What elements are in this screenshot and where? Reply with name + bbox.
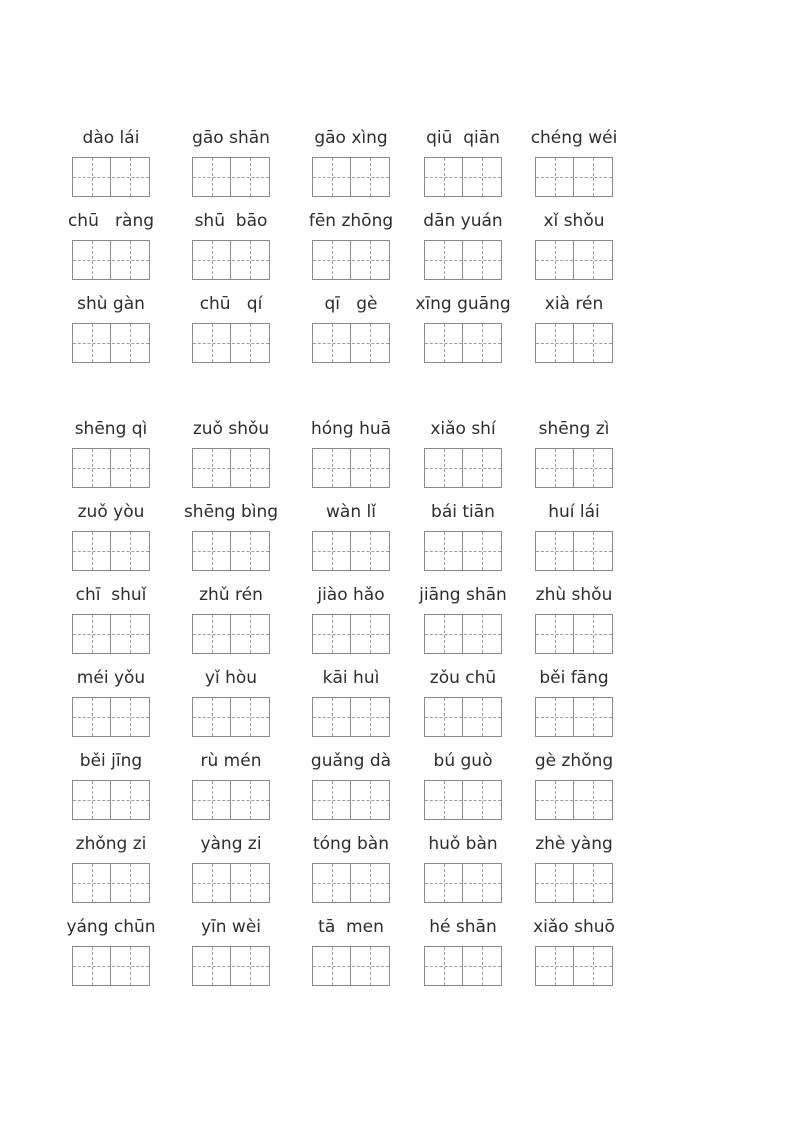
pinyin-label: xiǎo shuō xyxy=(533,917,615,937)
pinyin-label: chī shuǐ xyxy=(75,585,147,605)
cell-dash-midline xyxy=(444,615,445,653)
word-cell xyxy=(72,417,150,488)
tianzige-box xyxy=(424,780,502,820)
tianzige-box xyxy=(535,863,613,903)
tianzige-box xyxy=(312,614,390,654)
tianzige-box xyxy=(535,157,613,197)
cell-dash-midline xyxy=(332,449,333,487)
cell-dash-midline xyxy=(332,241,333,279)
cell-dash-midline xyxy=(92,158,93,196)
cell-dash-midline xyxy=(482,158,483,196)
tianzige-box xyxy=(535,448,613,488)
tianzige-box xyxy=(192,157,270,197)
cell-dash-midline xyxy=(593,449,594,487)
word-cell xyxy=(192,417,270,488)
cell-dash-midline xyxy=(212,324,213,362)
word-cell xyxy=(424,417,502,488)
cell-dash-midline xyxy=(212,158,213,196)
tianzige-box xyxy=(312,323,390,363)
pinyin-label: yǐ hòu xyxy=(204,668,258,688)
cell-dash-midline xyxy=(370,864,371,902)
pinyin-label: fēn zhōng xyxy=(308,211,394,231)
word-cell xyxy=(535,915,613,986)
cell-dash-midline xyxy=(250,158,251,196)
tianzige-box xyxy=(312,531,390,571)
pinyin-label: bái tiān xyxy=(431,502,495,522)
tianzige-box xyxy=(72,614,150,654)
word-cell xyxy=(72,666,150,737)
pinyin-label: chū qí xyxy=(199,294,263,314)
cell-dash-midline xyxy=(92,947,93,985)
pinyin-label: shēng bìng xyxy=(183,502,279,522)
pinyin-label: chū ràng xyxy=(67,211,155,231)
cell-dash-midline xyxy=(555,615,556,653)
word-cell xyxy=(192,292,270,363)
cell-dash-midline xyxy=(92,781,93,819)
tianzige-box xyxy=(72,240,150,280)
word-row xyxy=(72,417,722,500)
cell-dash-midline xyxy=(130,781,131,819)
tianzige-box xyxy=(192,863,270,903)
pinyin-label: huǒ bàn xyxy=(428,834,498,854)
cell-dash-midline xyxy=(370,324,371,362)
pinyin-label: yáng chūn xyxy=(66,917,156,937)
pinyin-label: méi yǒu xyxy=(76,668,146,688)
pinyin-label: hé shān xyxy=(429,917,497,937)
word-cell xyxy=(66,915,156,986)
tianzige-box xyxy=(424,240,502,280)
cell-dash-midline xyxy=(370,241,371,279)
cell-dash-midline xyxy=(92,864,93,902)
cell-dash-midline xyxy=(444,324,445,362)
cell-dash-midline xyxy=(555,241,556,279)
cell-dash-midline xyxy=(370,615,371,653)
cell-dash-midline xyxy=(250,615,251,653)
cell-dash-midline xyxy=(593,241,594,279)
tianzige-box xyxy=(192,323,270,363)
pinyin-label: shū bāo xyxy=(194,211,268,231)
tianzige-box xyxy=(535,697,613,737)
cell-dash-midline xyxy=(212,241,213,279)
word-cell xyxy=(72,832,150,903)
pinyin-label: xīng guāng xyxy=(415,294,511,314)
cell-dash-midline xyxy=(212,781,213,819)
cell-dash-midline xyxy=(332,532,333,570)
word-cell xyxy=(192,749,270,820)
cell-dash-midline xyxy=(482,241,483,279)
word-cell xyxy=(424,832,502,903)
tianzige-box xyxy=(424,697,502,737)
worksheet-section xyxy=(66,417,722,998)
pinyin-label: yīn wèi xyxy=(200,917,262,937)
tianzige-box xyxy=(424,863,502,903)
pinyin-label: shù gàn xyxy=(77,294,145,314)
cell-dash-midline xyxy=(250,947,251,985)
tianzige-box xyxy=(424,448,502,488)
cell-dash-midline xyxy=(370,449,371,487)
tianzige-box xyxy=(192,780,270,820)
cell-dash-midline xyxy=(130,241,131,279)
cell-dash-midline xyxy=(332,947,333,985)
word-row xyxy=(72,500,722,583)
tianzige-box xyxy=(192,614,270,654)
word-cell xyxy=(192,126,270,197)
cell-dash-midline xyxy=(593,947,594,985)
cell-dash-midline xyxy=(250,324,251,362)
cell-dash-midline xyxy=(130,158,131,196)
tianzige-box xyxy=(535,946,613,986)
pinyin-label: dān yuán xyxy=(423,211,503,231)
tianzige-box xyxy=(424,614,502,654)
pinyin-label: zhǔ rén xyxy=(199,585,263,605)
word-cell xyxy=(424,126,502,197)
pinyin-label: qī gè xyxy=(324,294,378,314)
word-cell xyxy=(424,915,502,986)
tianzige-box xyxy=(312,697,390,737)
word-cell xyxy=(312,500,390,571)
pinyin-label: chéng wéi xyxy=(530,128,618,148)
word-cell xyxy=(312,417,390,488)
word-cell xyxy=(535,666,613,737)
cell-dash-midline xyxy=(482,947,483,985)
pinyin-label: xià rén xyxy=(544,294,604,314)
cell-dash-midline xyxy=(482,864,483,902)
cell-dash-midline xyxy=(130,532,131,570)
cell-dash-midline xyxy=(332,864,333,902)
pinyin-label: zǒu chū xyxy=(429,668,497,688)
word-cell xyxy=(312,749,390,820)
worksheet-section xyxy=(67,126,722,375)
pinyin-label: yàng zi xyxy=(200,834,262,854)
tianzige-box xyxy=(192,531,270,571)
tianzige-box xyxy=(535,780,613,820)
word-row xyxy=(72,666,722,749)
cell-dash-midline xyxy=(593,158,594,196)
tianzige-box xyxy=(312,157,390,197)
pinyin-label: shēng qì xyxy=(74,419,148,439)
word-cell xyxy=(312,915,390,986)
tianzige-box xyxy=(192,240,270,280)
word-row xyxy=(67,209,722,292)
pinyin-label: tóng bàn xyxy=(312,834,390,854)
cell-dash-midline xyxy=(444,864,445,902)
cell-dash-midline xyxy=(482,324,483,362)
word-cell xyxy=(192,915,270,986)
word-cell xyxy=(535,832,613,903)
word-cell xyxy=(415,292,511,363)
cell-dash-midline xyxy=(555,698,556,736)
pinyin-label: běi jīng xyxy=(79,751,143,771)
cell-dash-midline xyxy=(555,324,556,362)
word-cell xyxy=(535,749,613,820)
word-cell xyxy=(312,666,390,737)
pinyin-label: jiào hǎo xyxy=(317,585,385,605)
word-cell xyxy=(535,292,613,363)
cell-dash-midline xyxy=(593,324,594,362)
pinyin-label: qiū qiān xyxy=(426,128,500,148)
word-cell xyxy=(72,292,150,363)
cell-dash-midline xyxy=(593,698,594,736)
word-row xyxy=(72,832,722,915)
pinyin-label: rù mén xyxy=(200,751,262,771)
pinyin-label: shēng zì xyxy=(538,419,610,439)
tianzige-box xyxy=(72,157,150,197)
pinyin-label: xiǎo shí xyxy=(430,419,496,439)
tianzige-box xyxy=(424,946,502,986)
word-cell xyxy=(72,126,150,197)
word-cell xyxy=(192,209,270,280)
tianzige-box xyxy=(424,157,502,197)
cell-dash-midline xyxy=(370,698,371,736)
word-cell xyxy=(308,209,394,280)
cell-dash-midline xyxy=(482,698,483,736)
word-cell xyxy=(312,583,390,654)
word-cell xyxy=(192,666,270,737)
cell-dash-midline xyxy=(444,449,445,487)
cell-dash-midline xyxy=(130,615,131,653)
pinyin-label: guǎng dà xyxy=(310,751,392,771)
tianzige-box xyxy=(424,323,502,363)
tianzige-box xyxy=(312,946,390,986)
pinyin-label: huí lái xyxy=(548,502,600,522)
cell-dash-midline xyxy=(482,532,483,570)
cell-dash-midline xyxy=(555,158,556,196)
cell-dash-midline xyxy=(130,947,131,985)
cell-dash-midline xyxy=(370,532,371,570)
cell-dash-midline xyxy=(92,241,93,279)
cell-dash-midline xyxy=(555,781,556,819)
cell-dash-midline xyxy=(444,698,445,736)
cell-dash-midline xyxy=(593,532,594,570)
word-cell xyxy=(535,583,613,654)
cell-dash-midline xyxy=(482,449,483,487)
word-cell xyxy=(192,583,270,654)
word-row xyxy=(72,292,722,375)
cell-dash-midline xyxy=(250,864,251,902)
tianzige-box xyxy=(312,863,390,903)
pinyin-label: hóng huā xyxy=(310,419,392,439)
tianzige-box xyxy=(535,240,613,280)
cell-dash-midline xyxy=(130,698,131,736)
cell-dash-midline xyxy=(482,615,483,653)
cell-dash-midline xyxy=(555,532,556,570)
pinyin-label: gè zhǒng xyxy=(534,751,614,771)
pinyin-label: jiāng shān xyxy=(419,585,507,605)
cell-dash-midline xyxy=(444,241,445,279)
pinyin-label: bú guò xyxy=(433,751,493,771)
tianzige-box xyxy=(312,780,390,820)
cell-dash-midline xyxy=(555,864,556,902)
tianzige-box xyxy=(72,448,150,488)
cell-dash-midline xyxy=(370,947,371,985)
cell-dash-midline xyxy=(444,947,445,985)
tianzige-box xyxy=(535,531,613,571)
word-cell xyxy=(192,832,270,903)
tianzige-box xyxy=(312,240,390,280)
word-cell xyxy=(530,126,618,197)
pinyin-label: zuǒ yòu xyxy=(77,502,145,522)
word-cell xyxy=(312,292,390,363)
cell-dash-midline xyxy=(130,864,131,902)
word-cell xyxy=(424,666,502,737)
tianzige-box xyxy=(192,697,270,737)
cell-dash-midline xyxy=(555,947,556,985)
cell-dash-midline xyxy=(482,781,483,819)
pinyin-label: běi fāng xyxy=(539,668,609,688)
cell-dash-midline xyxy=(250,781,251,819)
pinyin-label: xǐ shǒu xyxy=(543,211,605,231)
worksheet xyxy=(66,126,722,998)
word-cell xyxy=(312,832,390,903)
cell-dash-midline xyxy=(444,158,445,196)
tianzige-box xyxy=(72,780,150,820)
cell-dash-midline xyxy=(212,698,213,736)
cell-dash-midline xyxy=(92,698,93,736)
word-cell xyxy=(183,500,279,571)
word-cell xyxy=(72,583,150,654)
cell-dash-midline xyxy=(250,241,251,279)
tianzige-box xyxy=(72,697,150,737)
pinyin-label: wàn lǐ xyxy=(326,502,376,522)
cell-dash-midline xyxy=(92,449,93,487)
word-row xyxy=(72,749,722,832)
tianzige-box xyxy=(535,323,613,363)
tianzige-box xyxy=(192,946,270,986)
tianzige-box xyxy=(424,531,502,571)
cell-dash-midline xyxy=(444,532,445,570)
tianzige-box xyxy=(72,946,150,986)
pinyin-label: dào lái xyxy=(82,128,140,148)
cell-dash-midline xyxy=(212,615,213,653)
tianzige-box xyxy=(312,448,390,488)
pinyin-label: zhù shǒu xyxy=(535,585,613,605)
cell-dash-midline xyxy=(593,615,594,653)
cell-dash-midline xyxy=(212,864,213,902)
cell-dash-midline xyxy=(332,698,333,736)
cell-dash-midline xyxy=(130,324,131,362)
pinyin-label: zuǒ shǒu xyxy=(192,419,270,439)
pinyin-label: gāo xìng xyxy=(314,128,388,148)
word-cell xyxy=(72,749,150,820)
cell-dash-midline xyxy=(332,324,333,362)
cell-dash-midline xyxy=(92,615,93,653)
tianzige-box xyxy=(72,531,150,571)
cell-dash-midline xyxy=(555,449,556,487)
cell-dash-midline xyxy=(332,781,333,819)
word-row xyxy=(72,126,722,209)
cell-dash-midline xyxy=(212,947,213,985)
tianzige-box xyxy=(72,323,150,363)
cell-dash-midline xyxy=(593,864,594,902)
pinyin-label: zhè yàng xyxy=(535,834,613,854)
pinyin-label: zhǒng zi xyxy=(75,834,147,854)
cell-dash-midline xyxy=(370,781,371,819)
pinyin-label: gāo shān xyxy=(192,128,270,148)
word-cell xyxy=(535,500,613,571)
cell-dash-midline xyxy=(370,158,371,196)
cell-dash-midline xyxy=(130,449,131,487)
cell-dash-midline xyxy=(250,698,251,736)
cell-dash-midline xyxy=(444,781,445,819)
word-cell xyxy=(312,126,390,197)
cell-dash-midline xyxy=(332,615,333,653)
cell-dash-midline xyxy=(250,532,251,570)
word-cell xyxy=(535,209,613,280)
pinyin-label: tā men xyxy=(318,917,384,937)
tianzige-box xyxy=(192,448,270,488)
word-cell xyxy=(424,749,502,820)
cell-dash-midline xyxy=(250,449,251,487)
pinyin-label: kāi huì xyxy=(322,668,380,688)
cell-dash-midline xyxy=(212,449,213,487)
word-row xyxy=(72,583,722,666)
tianzige-box xyxy=(535,614,613,654)
cell-dash-midline xyxy=(593,781,594,819)
tianzige-box xyxy=(72,863,150,903)
word-cell xyxy=(424,209,502,280)
word-row xyxy=(66,915,722,998)
cell-dash-midline xyxy=(332,158,333,196)
cell-dash-midline xyxy=(212,532,213,570)
word-cell xyxy=(535,417,613,488)
word-cell xyxy=(72,500,150,571)
cell-dash-midline xyxy=(92,324,93,362)
word-cell xyxy=(419,583,507,654)
word-cell xyxy=(67,209,155,280)
word-cell xyxy=(424,500,502,571)
cell-dash-midline xyxy=(92,532,93,570)
